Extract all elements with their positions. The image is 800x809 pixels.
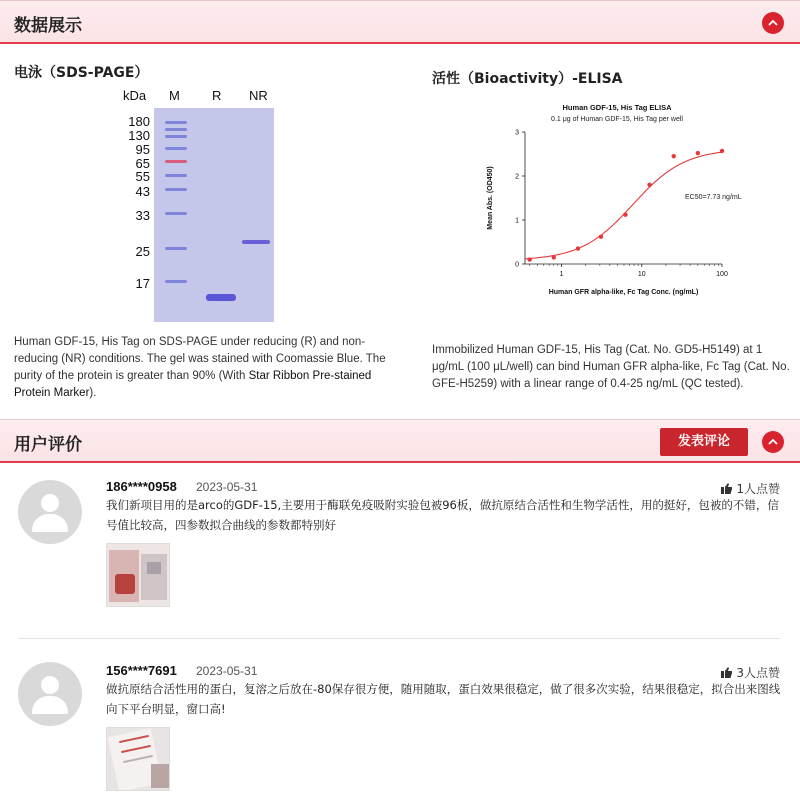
ladder-band — [165, 135, 187, 138]
lane-label-nr: NR — [249, 88, 268, 103]
review-username: 186****0958 — [106, 479, 177, 494]
y-tick-label: 0 — [515, 261, 519, 269]
mw-marker-33: 33 — [135, 208, 150, 223]
mw-marker-43: 43 — [135, 184, 150, 199]
ladder-band — [165, 280, 187, 283]
review-item — [0, 470, 800, 640]
mw-marker-17: 17 — [135, 276, 150, 291]
ladder-band — [165, 212, 187, 215]
review-text: 做抗原结合活性用的蛋白，复溶之后放在-80保存很方便，随用随取，蛋白效果很稳定，做了很多次实验，结果很稳定，拟合出来图线向下平台明显，窗口高! — [106, 682, 781, 716]
reduced-band — [206, 294, 236, 301]
chevron-up-icon — [768, 437, 778, 447]
marker-link[interactable]: Star Ribbon Pre-stained Protein Marker — [14, 370, 372, 399]
mw-marker-95: 95 — [135, 142, 150, 157]
gel-description-end: ). — [89, 387, 97, 399]
like-count: 3人点赞 — [736, 666, 780, 680]
data-point — [623, 213, 627, 217]
y-tick-label: 3 — [515, 129, 519, 137]
avatar — [18, 662, 82, 726]
ladder-band — [165, 174, 187, 177]
elisa-chart — [470, 98, 800, 303]
data-point — [720, 149, 724, 153]
data-point — [527, 257, 531, 261]
data-point — [576, 246, 580, 250]
avatar — [18, 480, 82, 544]
chart-subtitle: 0.1 μg of Human GDF-15, His Tag per well — [551, 116, 683, 123]
mw-marker-130: 130 — [128, 128, 150, 143]
collapse-display-button[interactable] — [762, 12, 784, 34]
like-count: 1人点赞 — [736, 482, 780, 496]
x-axis-label: Human GFR alpha-like, Fc Tag Conc. (ng/mL) — [548, 289, 699, 296]
lane-label-m: M — [169, 88, 180, 103]
ladder-band — [165, 188, 187, 191]
collapse-reviews-button[interactable] — [762, 431, 784, 453]
ladder-band — [165, 247, 187, 250]
elisa-description: Immobilized Human GDF-15, His Tag (Cat. No. GD5-H5149) at 1 μg/mL (100 μL/well) can bind Human GFR alpha-like, Fc Tag (Cat. No. GFE-H5259) with a linear range of 0.4-25 ng/mL (QC tested). — [432, 344, 790, 390]
review-username: 156****7691 — [106, 663, 177, 678]
ladder-band — [165, 128, 187, 131]
reviews-section-header — [0, 419, 800, 463]
gel-lane-labels — [115, 88, 287, 108]
x-tick-label: 100 — [716, 271, 728, 278]
post-review-button[interactable]: 发表评论 — [660, 428, 748, 456]
gel-image — [154, 108, 274, 322]
mw-marker-180: 180 — [128, 114, 150, 129]
review-photo[interactable] — [106, 543, 170, 607]
gel-description — [14, 334, 394, 402]
review-photo[interactable] — [106, 727, 170, 791]
review-date: 2023-05-31 — [196, 480, 258, 494]
review-item — [0, 652, 800, 809]
y-tick-label: 1 — [515, 217, 519, 225]
ladder-band — [165, 160, 187, 163]
lane-label-kda: kDa — [123, 88, 147, 103]
mw-marker-65: 65 — [135, 156, 150, 171]
review-divider — [18, 638, 780, 639]
data-point — [647, 183, 651, 187]
x-tick-label: 10 — [637, 271, 646, 278]
nonreduced-band — [242, 240, 270, 244]
display-section-title: 数据展示 — [14, 16, 82, 36]
review-date: 2023-05-31 — [196, 664, 258, 678]
data-point — [672, 154, 676, 158]
ladder-band — [165, 147, 187, 150]
data-point — [696, 151, 700, 155]
ladder-band — [165, 121, 187, 124]
thumbs-up-icon — [721, 667, 733, 678]
display-section-header — [0, 0, 800, 44]
data-point — [599, 235, 603, 239]
data-point — [552, 255, 556, 259]
thumbs-up-icon — [721, 483, 733, 494]
x-tick-label: 1 — [559, 271, 564, 278]
chevron-up-icon — [768, 18, 778, 28]
ec50-annotation: EC50=7.73 ng/mL — [685, 194, 742, 201]
gel-description-text: Human GDF-15, His Tag on SDS-PAGE under reducing (R) and non-reducing (NR) conditions. The gel was stained with Coomassie Blue. The purity of the protein is greater than 90% (With — [14, 336, 386, 382]
reviews-section-title: 用户评价 — [14, 435, 82, 455]
lane-label-r: R — [212, 88, 222, 103]
y-tick-label: 2 — [515, 173, 519, 181]
y-axis-label: Mean Abs. (OD450) — [487, 166, 494, 230]
chart-title: Human GDF-15, His Tag ELISA — [562, 103, 672, 112]
review-text: 我们新项目用的是arco的GDF-15,主要用于酶联免疫吸附实验包被96板，做抗原结合活性和生物学活性，用的挺好，包被的不错，信号值比较高，四参数拟合曲线的参数都特别好 — [106, 498, 779, 532]
gel-title: 电泳（SDS-PAGE） — [14, 65, 149, 81]
mw-marker-25: 25 — [135, 244, 150, 259]
elisa-title: 活性（Bioactivity）-ELISA — [432, 71, 623, 87]
mw-marker-55: 55 — [135, 169, 150, 184]
fit-curve — [525, 152, 722, 259]
